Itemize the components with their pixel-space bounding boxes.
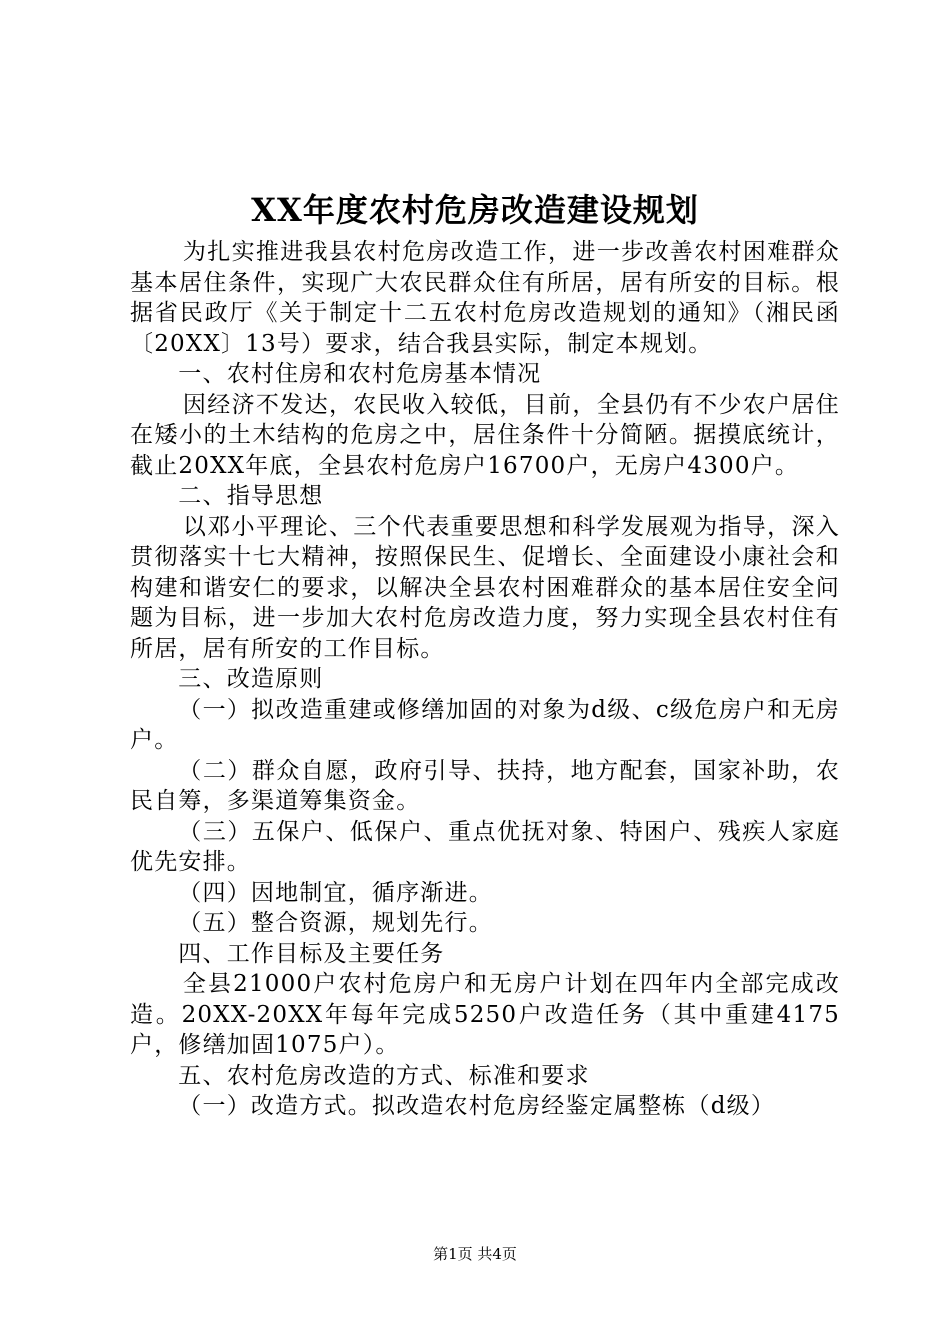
section-heading-4: 四、工作目标及主要任务 bbox=[178, 940, 445, 967]
paragraph-goals: 全县21000户农村危房户和无房户计划在四年内全部完成改造。20XX-20XX年每年完成5250户改造任务（其中重建4175户，修缮加固1075户）。 bbox=[130, 971, 840, 1058]
principle-item-5: （五）整合资源，规划先行。 bbox=[178, 910, 493, 936]
principle-item-1: （一）拟改造重建或修缮加固的对象为d级、c级危房户和无房户。 bbox=[130, 696, 840, 753]
section-heading-3: 三、改造原则 bbox=[178, 666, 324, 692]
paragraph-guidance: 以邓小平理论、三个代表重要思想和科学发展观为指导，深入贯彻落实十七大精神，按照保民生、促增长、全面建设小康社会和构建和谐安仁的要求，以解决全县农村困难群众的基本居住安全问题为目标，进一步加大农村危房改造力度，努力实现全县农村住有所居，居有所安的工作目标。 bbox=[130, 513, 840, 662]
document-title: XX年度农村危房改造建设规划 bbox=[251, 191, 699, 229]
principle-item-4: （四）因地制宜，循序渐进。 bbox=[178, 879, 493, 906]
paragraph-intro: 为扎实推进我县农村危房改造工作，进一步改善农村困难群众基本居住条件，实现广大农民群众住有所居，居有所安的目标。根据省民政厅《关于制定十二五农村危房改造规划的通知》（湘民函〔20XX〕13号）要求，结合我县实际，制定本规划。 bbox=[130, 239, 840, 357]
section-heading-2: 二、指导思想 bbox=[178, 483, 324, 509]
document-body bbox=[130, 237, 840, 1122]
section-heading-5: 五、农村危房改造的方式、标准和要求 bbox=[178, 1062, 590, 1089]
page-footer: 第1页 共4页 bbox=[433, 1245, 517, 1263]
paragraph-method: （一）改造方式。拟改造农村危房经鉴定属整栋（d级） bbox=[178, 1093, 776, 1119]
principle-item-2: （二）群众自愿，政府引导、扶持，地方配套，国家补助，农民自筹，多渠道筹集资金。 bbox=[130, 757, 840, 814]
paragraph-situation: 因经济不发达，农民收入较低，目前，全县仍有不少农户居住在矮小的土木结构的危房之中，居住条件十分简陋。据摸底统计，截止20XX年底，全县农村危房户16700户，无房户4300户。 bbox=[130, 391, 840, 479]
principle-item-3: （三）五保户、低保户、重点优抚对象、特困户、残疾人家庭优先安排。 bbox=[130, 818, 840, 875]
section-heading-1: 一、农村住房和农村危房基本情况 bbox=[178, 361, 542, 387]
